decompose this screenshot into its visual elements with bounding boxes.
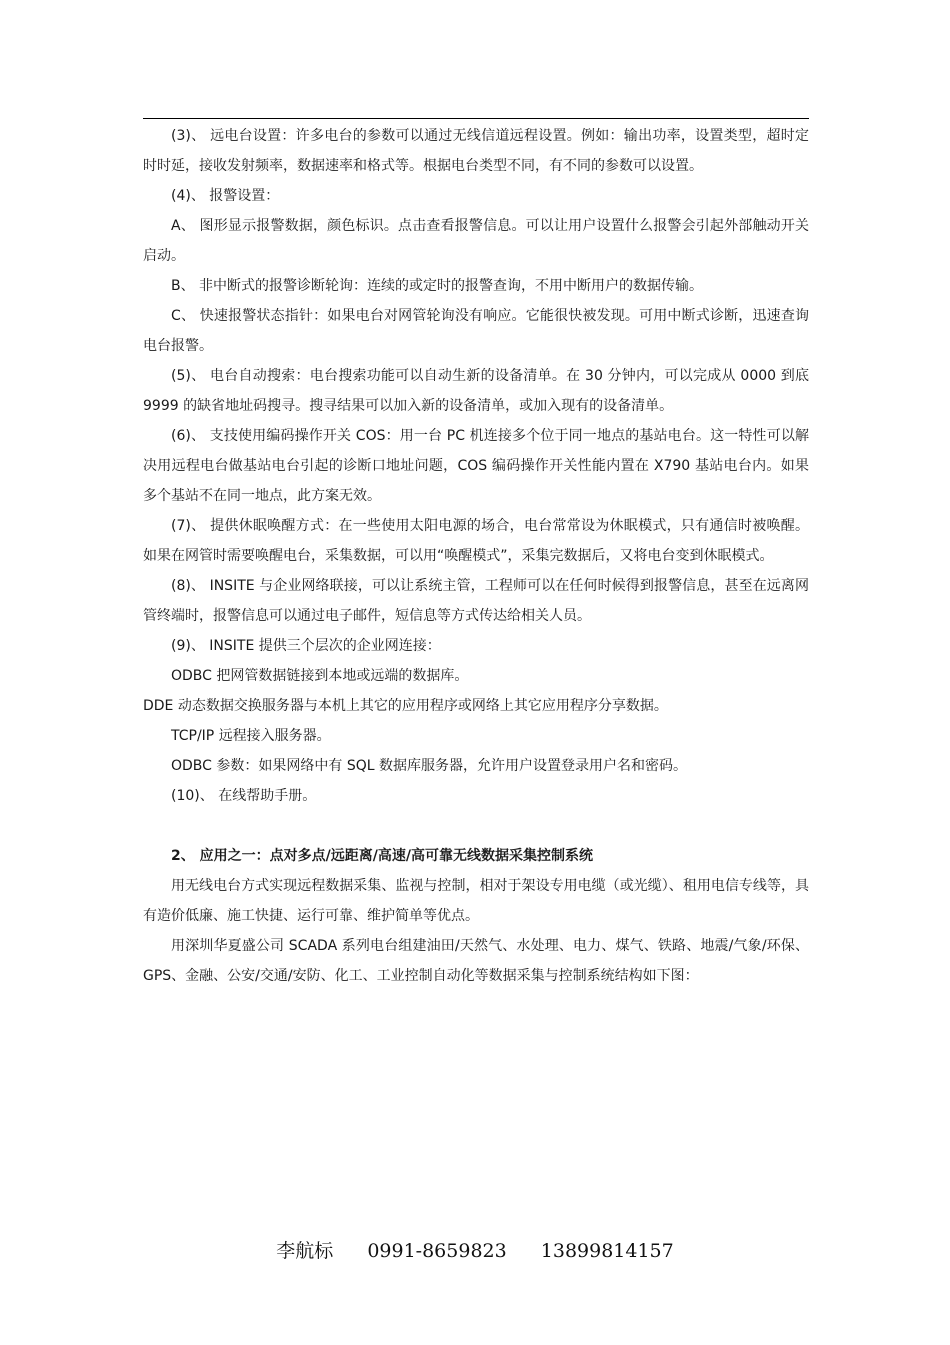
paragraph-sleep-wake: (7)、 提供休眠唤醒方式：在一些使用太阳电源的场合，电台常常设为休眠模式，只有通信时被唤醒。如果在网管时需要唤醒电台，采集数据，可以用“唤醒模式”，采集完数据后，又将电台变到休眠模式。 xyxy=(143,518,809,564)
document-body xyxy=(143,121,809,991)
paragraph-tcpip: TCP/IP 远程接入服务器。 xyxy=(171,728,331,744)
section-paragraph-systems: 用深圳华夏盛公司 SCADA 系列电台组建油田/天然气、水处理、电力、煤气、铁路、地震/气象/环保、GPS、金融、公安/交通/安防、化工、工业控制自动化等数据采集与控制系统结构如下图： xyxy=(143,938,809,984)
footer-phone: 0991-8659823 xyxy=(367,1240,507,1262)
section-gap xyxy=(143,811,809,841)
paragraph-cos: (6)、 支技使用编码操作开关 COS：用一台 PC 机连接多个位于同一地点的基站电台。这一特性可以解决用远程电台做基站电台引起的诊断口地址问题，COS 编码操作开关性能内置在 X790 基站电台内。如果多个基站不在同一地点，此方案无效。 xyxy=(143,428,809,504)
paragraph-remote-radio-settings: (3)、 远电台设置：许多电台的参数可以通过无线信道远程设置。例如：输出功率，设置类型，超时定时时延，接收发射频率，数据速率和格式等。根据电台类型不同，有不同的参数可以设置。 xyxy=(143,128,809,174)
paragraph-alarm-settings: (4)、 报警设置： xyxy=(171,188,280,204)
paragraph-odbc: ODBC 把网管数据链接到本地或远端的数据库。 xyxy=(171,668,469,684)
paragraph-insite-network: (8)、 INSITE 与企业网络联接，可以让系统主管，工程师可以在任何时候得到报警信息，甚至在远离网管终端时，报警信息可以通过电子邮件，短信息等方式传达给相关人员。 xyxy=(143,578,809,624)
section-heading: 2、 应用之一：点对多点/远距离/高速/高可靠无线数据采集控制系统 xyxy=(171,848,593,864)
paragraph-auto-search: (5)、 电台自动搜索：电台搜索功能可以自动生新的设备清单。在 30 分钟内，可以完成从 0000 到底 9999 的缺省地址码搜寻。搜寻结果可以加入新的设备清单，或加入现有的设备清单。 xyxy=(143,368,809,414)
section-paragraph-intro: 用无线电台方式实现远程数据采集、监视与控制，相对于架设专用电缆（或光缆）、租用电信专线等，具有造价低廉、施工快捷、运行可靠、维护简单等优点。 xyxy=(143,878,809,924)
paragraph-insite-levels: (9)、 INSITE 提供三个层次的企业网连接： xyxy=(171,638,441,654)
paragraph-online-help: (10)、 在线帮助手册。 xyxy=(171,788,317,804)
header-rule xyxy=(143,118,809,119)
paragraph-dde: DDE 动态数据交换服务器与本机上其它的应用程序或网络上其它应用程序分享数据。 xyxy=(143,698,668,714)
paragraph-alarm-b: B、 非中断式的报警诊断轮询：连续的或定时的报警查询，不用中断用户的数据传输。 xyxy=(171,278,704,294)
paragraph-alarm-c: C、 快速报警状态指针：如果电台对网管轮询没有响应。它能很快被发现。可用中断式诊断，迅速查询电台报警。 xyxy=(143,308,809,354)
footer-name: 李航标 xyxy=(276,1240,334,1262)
paragraph-odbc-params: ODBC 参数：如果网络中有 SQL 数据库服务器，允许用户设置登录用户名和密码。 xyxy=(171,758,687,774)
page-footer xyxy=(0,1236,950,1263)
footer-mobile: 13899814157 xyxy=(540,1240,674,1262)
paragraph-alarm-a: A、 图形显示报警数据，颜色标识。点击查看报警信息。可以让用户设置什么报警会引起外部触动开关启动。 xyxy=(143,218,809,264)
